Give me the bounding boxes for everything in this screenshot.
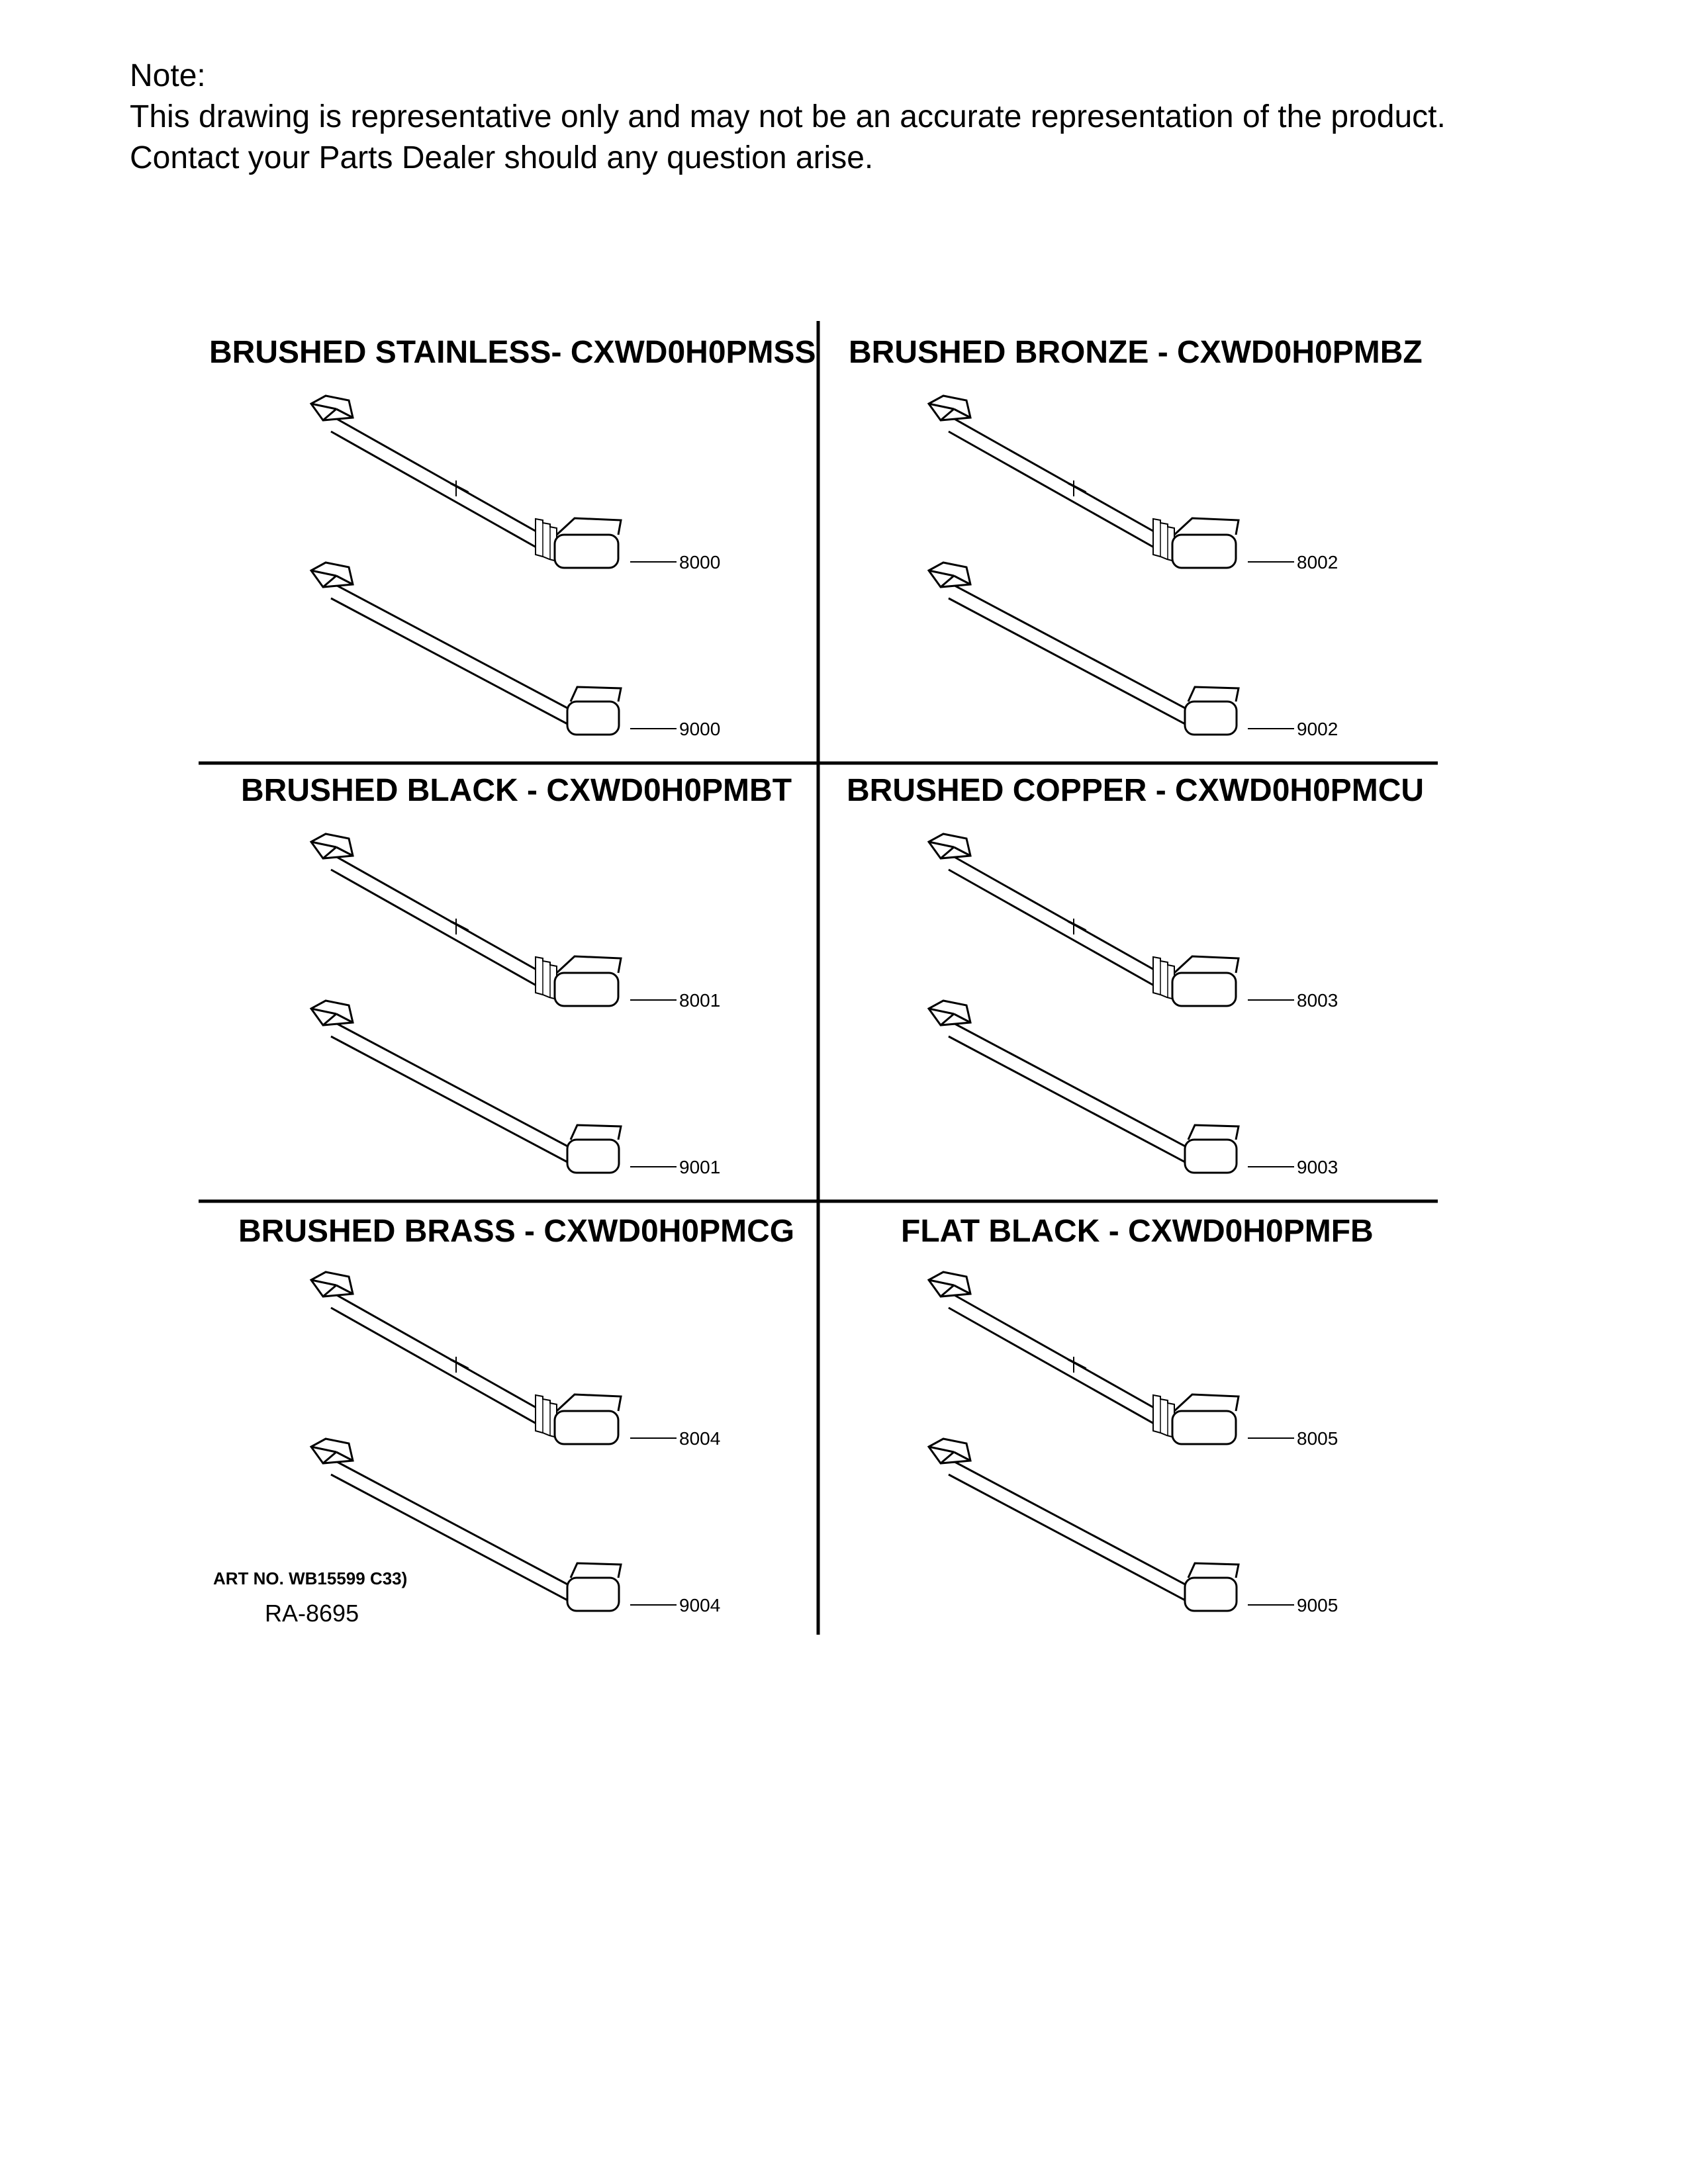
part-number-callout: 9003 — [1297, 1157, 1338, 1177]
part-number-callout: 9002 — [1297, 719, 1338, 739]
panel-brushed-copper — [847, 773, 1424, 1177]
upper-handle-drawing — [311, 834, 621, 1006]
part-number-callout: 9001 — [679, 1157, 721, 1177]
art-number: ART NO. WB15599 C33) — [213, 1569, 408, 1588]
part-number-callout: 8002 — [1297, 552, 1338, 572]
panel-title: BRUSHED BRONZE - CXWD0H0PMBZ — [849, 335, 1423, 370]
lower-handle-drawing — [311, 563, 621, 735]
lower-handle-drawing — [311, 1001, 621, 1173]
panel-title: BRUSHED STAINLESS- CXWD0H0PMSS — [209, 335, 816, 370]
panel-flat-black — [901, 1214, 1374, 1615]
note-line-2: Contact your Parts Dealer should any question arise. — [130, 140, 874, 175]
panel-brushed-bronze — [849, 335, 1423, 739]
panel-brushed-brass — [238, 1214, 794, 1615]
ra-code: RA-8695 — [265, 1600, 359, 1627]
upper-handle-drawing — [311, 396, 621, 568]
part-number-callout: 8005 — [1297, 1428, 1338, 1449]
lower-handle-drawing — [929, 1001, 1239, 1173]
note-line-1: This drawing is representative only and may not be an accurate representation of the product. — [130, 99, 1446, 134]
panel-title: BRUSHED COPPER - CXWD0H0PMCU — [847, 773, 1425, 808]
upper-handle-drawing — [929, 396, 1239, 568]
part-number-callout: 9005 — [1297, 1595, 1338, 1615]
upper-handle-drawing — [311, 1272, 621, 1444]
part-number-callout: 8000 — [679, 552, 721, 572]
part-number-callout: 9000 — [679, 719, 721, 739]
upper-handle-drawing — [929, 834, 1239, 1006]
panel-title: BRUSHED BLACK - CXWD0H0PMBT — [241, 773, 792, 808]
panel-brushed-stainless — [209, 335, 816, 739]
upper-handle-drawing — [929, 1272, 1239, 1444]
panel-title: FLAT BLACK - CXWD0H0PMFB — [901, 1214, 1374, 1249]
panel-brushed-black — [241, 773, 792, 1177]
part-number-callout: 9004 — [679, 1595, 721, 1615]
part-number-callout: 8004 — [679, 1428, 721, 1449]
panel-title: BRUSHED BRASS - CXWD0H0PMCG — [238, 1214, 795, 1249]
lower-handle-drawing — [929, 563, 1239, 735]
part-number-callout: 8001 — [679, 990, 721, 1011]
note-heading: Note: — [130, 58, 206, 93]
lower-handle-drawing — [929, 1439, 1239, 1611]
part-number-callout: 8003 — [1297, 990, 1338, 1011]
